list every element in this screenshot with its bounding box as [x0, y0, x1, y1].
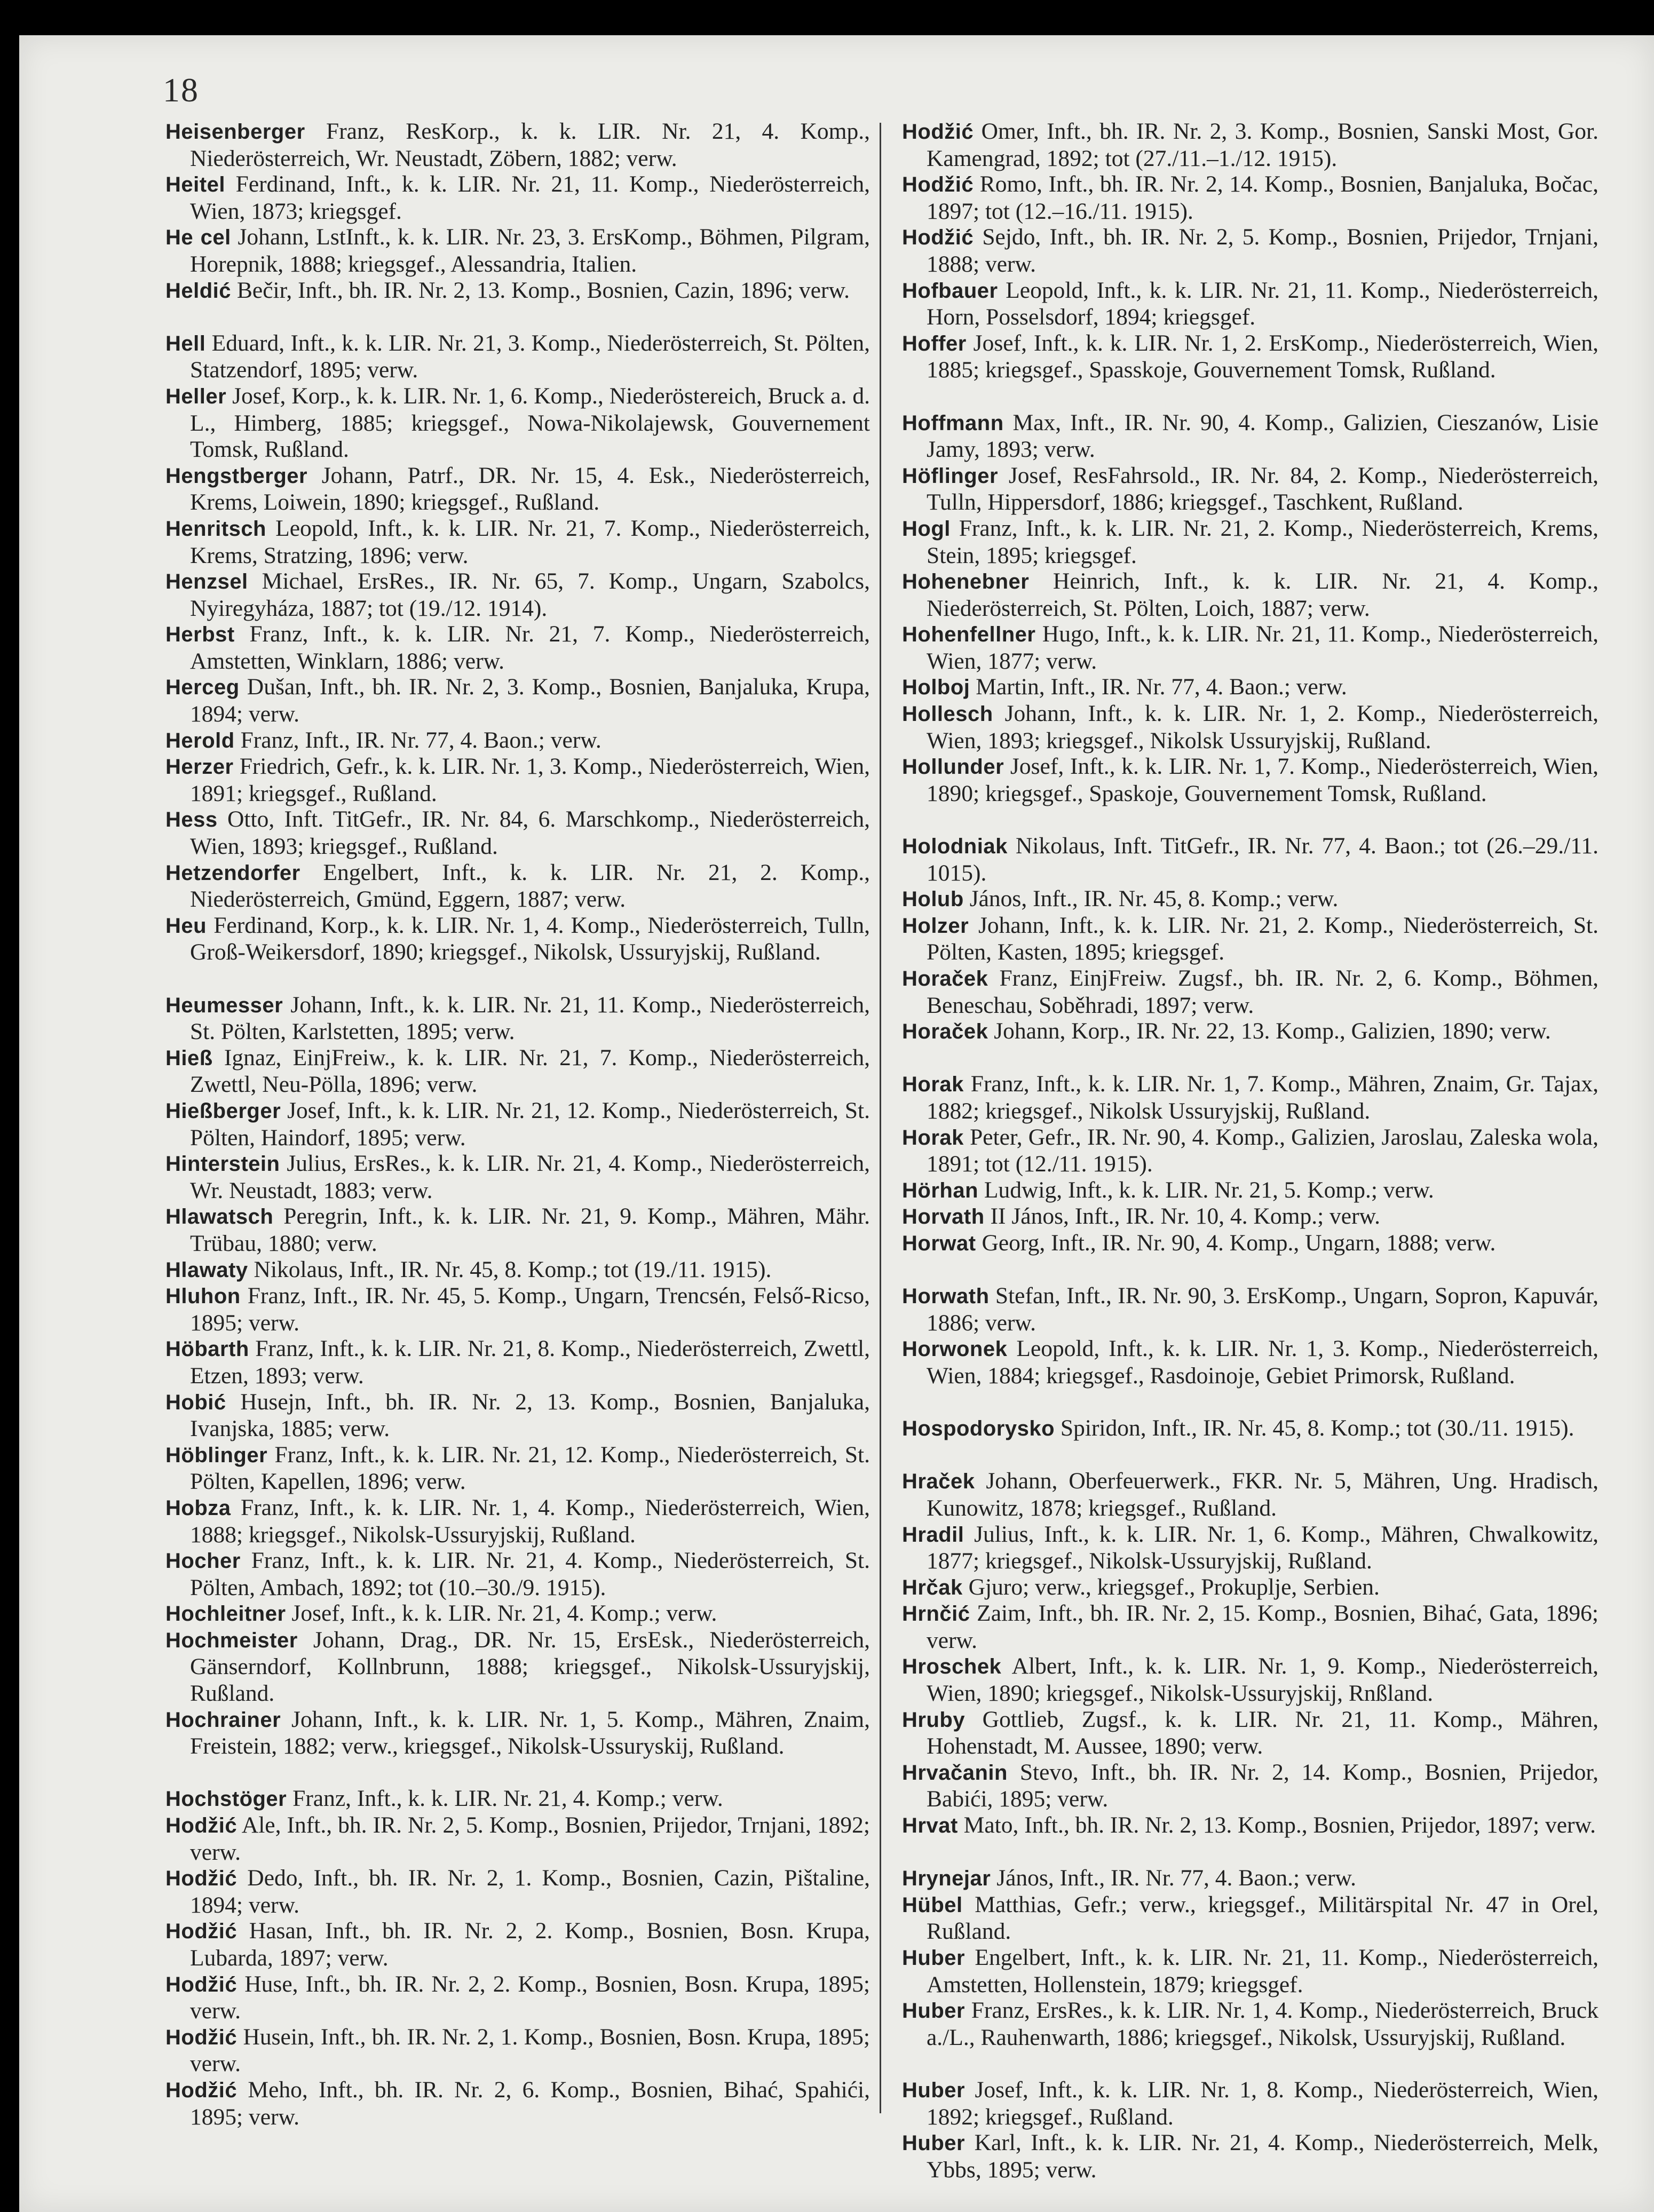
entry-surname: Hochstöger [165, 1787, 287, 1811]
list-entry [165, 621, 870, 674]
entry-details: Josef, Inft., k. k. LIR. Nr. 1, 8. Komp., Niederösterreich, Wien, 1892; kriegsgef., Rußland. [927, 2077, 1598, 2130]
entry-surname: Hübel [902, 1893, 963, 1917]
list-entry [902, 754, 1598, 833]
list-entry [165, 1045, 870, 1098]
entry-details: Franz, EinjFreiw. Zugsf., bh. IR. Nr. 2, 6. Komp., Böhmen, Beneschau, Soběhradi, 1897; verw. [927, 965, 1598, 1018]
entry-details: Johann, Oberfeuerwerk., FKR. Nr. 5, Mähren, Ung. Hradisch, Kunowitz, 1878; kriegsgef., Rußland. [927, 1468, 1598, 1521]
entry-surname: Heumesser [165, 993, 283, 1017]
list-entry [902, 1997, 1598, 2077]
entry-surname: Herold [165, 728, 235, 752]
entry-surname: Hetzendorfer [165, 861, 300, 885]
list-entry [902, 1945, 1598, 1997]
entry-details: Romo, Inft., bh. IR. Nr. 2, 14. Komp., Bosnien, Banjaluka, Bočac, 1897; tot (12.–16./11. 1915). [927, 171, 1598, 224]
entry-surname: Hodžić [165, 1867, 238, 1891]
list-entry [165, 1707, 870, 1786]
entry-details: Johann, LstInft., k. k. LIR. Nr. 23, 3. ErsKomp., Böhmen, Pilgram, Horepnik, 1888; kriegsgef., Alessandria, Italien. [190, 224, 870, 277]
entry-details: Josef, ResFahrsold., IR. Nr. 84, 2. Komp., Niederösterreich, Tulln, Hippersdorf, 1886; kriegsgef., Taschkent, Rußland. [927, 462, 1598, 516]
list-entry [902, 1574, 1598, 1601]
list-entry [902, 1177, 1598, 1204]
entry-surname: Hodžić [165, 2079, 238, 2102]
list-entry [902, 1071, 1598, 1124]
entry-details: Franz, Inft., k. k. LIR. Nr. 21, 4. Komp., Niederösterreich, St. Pölten, Ambach, 1892; tot (10.–30./9. 1915). [190, 1548, 870, 1600]
entry-surname: Horwat [902, 1231, 976, 1255]
list-entry [902, 463, 1598, 516]
entry-details: Franz, Inft., k. k. LIR. Nr. 21, 12. Komp., Niederösterreich, St. Pölten, Kapellen, 1896; verw. [190, 1441, 870, 1495]
entry-details: Franz, ResKorp., k. k. LIR. Nr. 21, 4. Komp., Niederösterreich, Wr. Neustadt, Zöbern, 1882; verw. [190, 118, 870, 171]
entry-details: Leopold, Inft., k. k. LIR. Nr. 1, 3. Komp., Niederösterreich, Wien, 1884; kriegsgef., Rasdoinoje, Gebiet Primorsk, Rußland. [927, 1336, 1598, 1389]
entry-surname: Hoffmann [902, 411, 1004, 435]
entry-details: Peregrin, Inft., k. k. LIR. Nr. 21, 9. Komp., Mähren, Mähr. Trübau, 1880; verw. [190, 1203, 870, 1256]
entry-details: Johann, Inft., k. k. LIR. Nr. 1, 2. Komp., Niederösterreich, Wien, 1893; kriegsgef., Nikolsk Ussuryjskij, Rußland. [927, 701, 1598, 754]
entry-details: Eduard, Inft., k. k. LIR. Nr. 21, 3. Komp., Niederösterreich, St. Pölten, Statzendorf, 1895; verw. [190, 330, 870, 383]
entry-surname: Hocher [165, 1549, 241, 1573]
entry-surname: Hobza [165, 1496, 231, 1520]
entry-details: Nikolaus, Inft. TitGefr., IR. Nr. 77, 4. Baon.; tot (26.–29./11. 1015). [927, 833, 1598, 886]
entry-details: Friedrich, Gefr., k. k. LIR. Nr. 1, 3. Komp., Niederösterreich, Wien, 1891; kriegsgef., Rußland. [190, 754, 870, 806]
entry-details: János, Inft., IR. Nr. 77, 4. Baon.; verw. [991, 1865, 1356, 1891]
entry-surname: Heu [165, 914, 207, 938]
entry-details: Johann, Inft., k. k. LIR. Nr. 21, 2. Komp., Niederösterreich, St. Pölten, Kasten, 1895; kriegsgef. [927, 912, 1598, 965]
list-entry [165, 674, 870, 727]
list-entry [902, 2077, 1598, 2130]
entry-details: Leopold, Inft., k. k. LIR. Nr. 21, 7. Komp., Niederösterreich, Krems, Stratzing, 1896; verw. [190, 515, 870, 568]
list-entry [902, 621, 1598, 674]
entry-details: Julius, Inft., k. k. LIR. Nr. 1, 6. Komp., Mähren, Chwalkowitz, 1877; kriegsgef., Nikolsk-Ussuryjskij, Rußland. [927, 1521, 1598, 1574]
entry-surname: Hodžić [902, 120, 974, 144]
column-divider [880, 123, 881, 2113]
list-entry [165, 1389, 870, 1442]
entry-details: Johann, Inft., k. k. LIR. Nr. 21, 11. Komp., Niederösterreich, St. Pölten, Karlstetten, 1895; verw. [190, 992, 870, 1045]
entry-details: Omer, Inft., bh. IR. Nr. 2, 3. Komp., Bosnien, Sanski Most, Gor. Kamengrad, 1892; tot (27./11.–1./12. 1915). [927, 118, 1598, 171]
list-entry [902, 701, 1598, 754]
entry-details: II János, Inft., IR. Nr. 10, 4. Komp.; verw. [984, 1203, 1381, 1230]
list-entry [902, 1203, 1598, 1230]
entry-details: Julius, ErsRes., k. k. LIR. Nr. 21, 4. Komp., Niederösterreich, Wr. Neustadt, 1883; verw. [190, 1151, 870, 1203]
list-entry [165, 383, 870, 463]
list-entry [165, 992, 870, 1045]
entry-surname: Hruby [902, 1708, 966, 1732]
entry-surname: Huber [902, 1946, 966, 1970]
entry-surname: Hohenfellner [902, 623, 1036, 647]
list-entry [902, 2130, 1598, 2183]
list-entry [165, 1098, 870, 1151]
list-entry [902, 118, 1598, 171]
list-entry [902, 674, 1598, 701]
entry-surname: Holboj [902, 676, 970, 700]
list-entry [165, 1971, 870, 2024]
list-entry [165, 463, 870, 516]
entry-details: Albert, Inft., k. k. LIR. Nr. 1, 9. Komp., Niederösterreich, Wien, 1890; kriegsgef., Nikolsk-Ussuryjskij, Rnßland. [927, 1653, 1598, 1707]
entry-surname: Hrčak [902, 1575, 963, 1599]
entry-details: Ignaz, EinjFreiw., k. k. LIR. Nr. 21, 7. Komp., Niederösterreich, Zwettl, Neu-Pölla, 1896; verw. [190, 1044, 870, 1098]
list-entry [902, 278, 1598, 330]
list-entry [165, 1627, 870, 1707]
list-entry [902, 1521, 1598, 1574]
entry-details: Max, Inft., IR. Nr. 90, 4. Komp., Galizien, Cieszanów, Lisie Jamy, 1893; verw. [927, 409, 1598, 463]
entry-details: Sejdo, Inft., bh. IR. Nr. 2, 5. Komp., Bosnien, Prijedor, Trnjani, 1888; verw. [927, 224, 1598, 277]
entry-surname: Höblinger [165, 1443, 268, 1467]
list-entry [165, 2077, 870, 2130]
entry-details: Ludwig, Inft., k. k. LIR. Nr. 21, 5. Komp.; verw. [978, 1177, 1434, 1203]
entry-details: Mato, Inft., bh. IR. Nr. 2, 13. Komp., Bosnien, Prijedor, 1897; verw. [957, 1812, 1596, 1838]
entry-details: Spiridon, Inft., IR. Nr. 45, 8. Komp.; tot (30./11. 1915). [1055, 1415, 1574, 1441]
entry-surname: Hollesch [902, 702, 993, 726]
list-entry [902, 330, 1598, 410]
entry-details: Johann, Drag., DR. Nr. 15, ErsEsk., Niederösterreich, Gänserndorf, Kollnbrunn, 1888; kriegsgef., Nikolsk-Ussuryjskij, Rußland. [190, 1627, 870, 1707]
list-entry [902, 965, 1598, 1018]
list-entry [165, 1918, 870, 1971]
entry-surname: Huber [902, 1999, 966, 2023]
entry-surname: Hoffer [902, 331, 967, 355]
entry-surname: Heller [165, 384, 227, 408]
list-entry [902, 224, 1598, 277]
entry-surname: Hengstberger [165, 464, 308, 488]
list-entry [902, 1600, 1598, 1653]
list-entry [902, 1415, 1598, 1468]
entry-details: Josef, Inft., k. k. LIR. Nr. 21, 4. Komp.; verw. [286, 1600, 717, 1627]
entry-surname: Hörhan [902, 1178, 978, 1202]
entry-details: Michael, ErsRes., IR. Nr. 65, 7. Komp., Ungarn, Szabolcs, Nyiregyháza, 1887; tot (19./12. 1914). [190, 568, 870, 621]
list-entry [165, 1548, 870, 1600]
entry-surname: Hrvat [902, 1814, 958, 1838]
list-entry [902, 1283, 1598, 1336]
list-entry [165, 1336, 870, 1389]
list-entry [902, 516, 1598, 568]
entry-details: Franz, ErsRes., k. k. LIR. Nr. 1, 4. Komp., Niederösterreich, Bruck a./L., Rauhenwarth, 1886; kriegsgef., Nikolsk, Ussuryjskij, Rußland. [927, 1997, 1598, 2050]
page-number: 18 [163, 71, 199, 109]
entry-details: Ferdinand, Korp., k. k. LIR. Nr. 1, 4. Komp., Niederösterreich, Tulln, Groß-Weikersdorf, 1890; kriegsgef., Nikolsk, Ussuryjskij, Rußland. [190, 912, 870, 965]
list-entry [902, 1468, 1598, 1521]
entry-details: Johann, Inft., k. k. LIR. Nr. 1, 5. Komp., Mähren, Znaim, Freistein, 1882; verw., kriegsgef., Nikolsk-Ussuryskij, Rußland. [190, 1706, 870, 1759]
entry-surname: Hinterstein [165, 1152, 280, 1176]
entry-details: Franz, Inft., k. k. LIR. Nr. 21, 7. Komp., Niederösterreich, Amstetten, Winklarn, 1886; verw. [190, 621, 870, 674]
entry-surname: Herzer [165, 755, 234, 779]
entry-details: Matthias, Gefr.; verw., kriegsgef., Militärspital Nr. 47 in Orel, Rußland. [927, 1891, 1598, 1945]
entry-details: Dušan, Inft., bh. IR. Nr. 2, 3. Komp., Bosnien, Banjaluka, Krupa, 1894; verw. [190, 674, 870, 727]
entry-surname: He cel [165, 226, 231, 250]
list-entry [165, 2024, 870, 2077]
list-entry [902, 1124, 1598, 1177]
entry-surname: Hrvačanin [902, 1761, 1008, 1785]
list-entry [902, 1892, 1598, 1945]
entry-surname: Hollunder [902, 755, 1004, 779]
list-entry [165, 224, 870, 277]
entry-surname: Holub [902, 887, 964, 911]
list-entry [165, 1865, 870, 1918]
entry-surname: Hogl [902, 517, 951, 541]
list-entry [165, 1283, 870, 1336]
list-entry [165, 806, 870, 859]
list-entry [902, 1812, 1598, 1865]
list-entry [165, 913, 870, 992]
entry-surname: Henzsel [165, 570, 248, 594]
entry-details: Ale, Inft., bh. IR. Nr. 2, 5. Komp., Bosnien, Prijedor, Trnjani, 1892; verw. [190, 1812, 870, 1865]
entry-details: Meho, Inft., bh. IR. Nr. 2, 6. Komp., Bosnien, Bihać, Spahići, 1895; verw. [190, 2077, 870, 2130]
list-entry [902, 886, 1598, 913]
entry-surname: Hraček [902, 1470, 975, 1494]
entry-details: Stefan, Inft., IR. Nr. 90, 3. ErsKomp., Ungarn, Sopron, Kapuvár, 1886; verw. [927, 1283, 1598, 1336]
entry-details: Franz, Inft., IR. Nr. 77, 4. Baon.; verw. [234, 727, 602, 753]
entry-details: Josef, Korp., k. k. LIR. Nr. 1, 6. Komp., Niederöstereich, Bruck a. d. L., Himberg, 1885; kriegsgef., Nowa-Nikolajewsk, Gouvernement Tomsk, Rußland. [190, 383, 870, 463]
entry-details: Engelbert, Inft., k. k. LIR. Nr. 21, 11. Komp., Niederösterreich, Amstetten, Hollenstein, 1879; kriegsgef. [927, 1945, 1598, 1997]
entry-surname: Horvath [902, 1205, 985, 1229]
list-entry [902, 1707, 1598, 1759]
entry-surname: Höflinger [902, 464, 999, 488]
entry-surname: Horwath [902, 1285, 990, 1309]
entry-details: Hugo, Inft., k. k. LIR. Nr. 21, 11. Komp., Niederösterreich, Wien, 1877; verw. [927, 621, 1598, 674]
entry-surname: Hodžić [165, 1972, 238, 1996]
entry-surname: Hodžić [902, 226, 974, 250]
entry-surname: Heldić [165, 279, 232, 303]
entry-surname: Hohenebner [902, 570, 1030, 594]
list-entry [902, 410, 1598, 463]
list-entry [165, 1442, 870, 1495]
entry-surname: Hobić [165, 1390, 226, 1414]
entry-details: Bečir, Inft., bh. IR. Nr. 2, 13. Komp., Bosnien, Cazin, 1896; verw. [231, 277, 850, 303]
entry-details: János, Inft., IR. Nr. 45, 8. Komp.; verw. [963, 886, 1339, 912]
entry-details: Leopold, Inft., k. k. LIR. Nr. 21, 11. Komp., Niederösterreich, Horn, Posselsdorf, 1894; kriegsgef. [927, 277, 1598, 330]
list-entry [902, 1018, 1598, 1071]
entry-surname: Horaček [902, 1020, 988, 1044]
entry-details: Franz, Inft., k. k. LIR. Nr. 1, 4. Komp., Niederösterreich, Wien, 1888; kriegsgef., Nikolsk-Ussuryjskij, Rußland. [190, 1494, 870, 1548]
entry-details: Nikolaus, Inft., IR. Nr. 45, 8. Komp.; tot (19./11. 1915). [248, 1256, 772, 1282]
list-entry [902, 171, 1598, 224]
entry-surname: Hodžić [165, 2025, 238, 2049]
entry-surname: Holzer [902, 914, 969, 938]
list-entry [165, 171, 870, 224]
entry-details: Hasan, Inft., bh. IR. Nr. 2, 2. Komp., Bosnien, Bosn. Krupa, Lubarda, 1897; verw. [190, 1918, 870, 1971]
entry-details: Franz, Inft., IR. Nr. 45, 5. Komp., Ungarn, Trencsén, Felső-Ricso, 1895; verw. [190, 1283, 870, 1336]
entry-surname: Hrynejar [902, 1867, 991, 1891]
entry-surname: Holodniak [902, 835, 1008, 859]
list-entry [165, 1600, 870, 1627]
entry-details: Ferdinand, Inft., k. k. LIR. Nr. 21, 11. Komp., Niederösterreich, Wien, 1873; kriegsgef. [190, 171, 870, 224]
entry-details: Josef, Inft., k. k. LIR. Nr. 1, 7. Komp., Niederösterreich, Wien, 1890; kriegsgef., Spaskoje, Gouvernement Tomsk, Rußland. [927, 754, 1598, 806]
list-entry [165, 516, 870, 568]
entry-surname: Herbst [165, 623, 235, 647]
entry-details: Georg, Inft., IR. Nr. 90, 4. Komp., Ungarn, 1888; verw. [976, 1230, 1496, 1256]
entry-details: Johann, Patrf., DR. Nr. 15, 4. Esk., Niederösterreich, Krems, Loiwein, 1890; kriegsgef., Rußland. [190, 462, 870, 516]
entry-surname: Huber [902, 2079, 966, 2102]
entry-surname: Hlawaty [165, 1258, 248, 1282]
entry-surname: Hofbauer [902, 279, 998, 303]
list-entry [902, 1865, 1598, 1892]
entry-surname: Hradil [902, 1523, 964, 1547]
list-entry [165, 754, 870, 806]
list-entry [902, 1759, 1598, 1812]
list-entry [165, 1495, 870, 1548]
entry-surname: Hodžić [165, 1920, 238, 1944]
list-entry [165, 1151, 870, 1203]
list-entry [165, 1203, 870, 1256]
list-entry [165, 860, 870, 913]
entry-surname: Horwonek [902, 1337, 1008, 1361]
list-entry [165, 1812, 870, 1865]
list-entry [902, 1653, 1598, 1706]
entry-details: Franz, Inft., k. k. LIR. Nr. 1, 7. Komp., Mähren, Znaim, Gr. Tajax, 1882; kriegsgef., Nikolsk Ussuryjskij, Rußland. [927, 1071, 1598, 1124]
entry-details: Peter, Gefr., IR. Nr. 90, 4. Komp., Galizien, Jaroslau, Zaleska wola, 1891; tot (12./11. 1915). [927, 1124, 1598, 1177]
entry-details: Husein, Inft., bh. IR. Nr. 2, 1. Komp., Bosnien, Bosn. Krupa, 1895; verw. [190, 2024, 870, 2077]
list-entry [165, 1257, 870, 1283]
list-entry [165, 278, 870, 330]
entry-details: Gottlieb, Zugsf., k. k. LIR. Nr. 21, 11. Komp., Mähren, Hohenstadt, M. Aussee, 1890; verw. [927, 1706, 1598, 1759]
entry-surname: Hospodorysko [902, 1417, 1055, 1441]
entry-surname: Heitel [165, 173, 225, 197]
entry-surname: Henritsch [165, 517, 266, 541]
list-entry [165, 727, 870, 754]
list-entry [165, 568, 870, 621]
entry-surname: Hluhon [165, 1285, 241, 1309]
entry-details: Franz, Inft., k. k. LIR. Nr. 21, 4. Komp.; verw. [287, 1786, 723, 1812]
entry-surname: Horak [902, 1073, 964, 1097]
list-entry [165, 330, 870, 383]
entry-details: Johann, Korp., IR. Nr. 22, 13. Komp., Galizien, 1890; verw. [988, 1018, 1551, 1044]
list-entry [902, 913, 1598, 965]
list-entry [165, 118, 870, 171]
entry-details: Dedo, Inft., bh. IR. Nr. 2, 1. Komp., Bosnien, Cazin, Pištaline, 1894; verw. [190, 1865, 870, 1918]
entry-details: Engelbert, Inft., k. k. LIR. Nr. 21, 2. Komp., Niederösterreich, Gmünd, Eggern, 1887; verw. [190, 859, 870, 913]
entry-surname: Horaček [902, 967, 988, 991]
entry-surname: Hodžić [902, 173, 974, 197]
list-entry [902, 833, 1598, 886]
entry-surname: Hochmeister [165, 1628, 298, 1652]
entry-surname: Heisenberger [165, 120, 305, 144]
list-entry [902, 568, 1598, 621]
entry-surname: Hieß [165, 1046, 213, 1070]
entry-surname: Hrnčić [902, 1602, 970, 1626]
entry-surname: Hell [165, 331, 206, 355]
entry-details: Martin, Inft., IR. Nr. 77, 4. Baon.; verw. [970, 674, 1347, 700]
entry-surname: Hlawatsch [165, 1205, 274, 1229]
entry-details: Josef, Inft., k. k. LIR. Nr. 21, 12. Komp., Niederösterreich, St. Pölten, Haindorf, 1895; verw. [190, 1098, 870, 1151]
right-column [902, 118, 1598, 2183]
entry-details: Josef, Inft., k. k. LIR. Nr. 1, 2. ErsKomp., Niederösterreich, Wien, 1885; kriegsgef., Spasskoje, Gouvernement Tomsk, Rußland. [927, 330, 1598, 383]
entry-surname: Hochleitner [165, 1602, 286, 1626]
entry-surname: Höbarth [165, 1337, 249, 1361]
entry-surname: Herceg [165, 676, 240, 700]
entry-surname: Hodžić [165, 1814, 238, 1838]
entry-details: Karl, Inft., k. k. LIR. Nr. 21, 4. Komp., Niederösterreich, Melk, Ybbs, 1895; verw. [927, 2130, 1598, 2183]
entry-surname: Hroschek [902, 1655, 1002, 1679]
entry-surname: Huber [902, 2131, 966, 2155]
entry-surname: Hießberger [165, 1099, 281, 1123]
list-entry [165, 1786, 870, 1812]
entry-details: Stevo, Inft., bh. IR. Nr. 2, 14. Komp., Bosnien, Prijedor, Babići, 1895; verw. [927, 1759, 1598, 1812]
list-entry [902, 1230, 1598, 1283]
entry-details: Heinrich, Inft., k. k. LIR. Nr. 21, 4. Komp., Niederösterreich, St. Pölten, Loich, 1887; verw. [927, 568, 1598, 621]
entry-surname: Horak [902, 1125, 964, 1149]
entry-details: Husejn, Inft., bh. IR. Nr. 2, 13. Komp., Bosnien, Banjaluka, Ivanjska, 1885; verw. [190, 1389, 870, 1442]
entry-details: Huse, Inft., bh. IR. Nr. 2, 2. Komp., Bosnien, Bosn. Krupa, 1895; verw. [190, 1971, 870, 2024]
entry-details: Otto, Inft. TitGefr., IR. Nr. 84, 6. Marschkomp., Niederösterreich, Wien, 1893; kriegsgef., Rußland. [190, 806, 870, 860]
entry-details: Franz, Inft., k. k. LIR. Nr. 21, 8. Komp., Niederösterreich, Zwettl, Etzen, 1893; verw. [190, 1336, 870, 1389]
entry-surname: Hess [165, 808, 218, 832]
entry-details: Franz, Inft., k. k. LIR. Nr. 21, 2. Komp., Niederösterreich, Krems, Stein, 1895; kriegsgef. [927, 515, 1598, 568]
entry-details: Zaim, Inft., bh. IR. Nr. 2, 15. Komp., Bosnien, Bihać, Gata, 1896; verw. [927, 1600, 1598, 1653]
entry-details: Gjuro; verw., kriegsgef., Prokuplje, Serbien. [962, 1574, 1380, 1600]
entry-surname: Hochrainer [165, 1708, 281, 1732]
left-column [165, 118, 870, 2130]
list-entry [902, 1336, 1598, 1415]
